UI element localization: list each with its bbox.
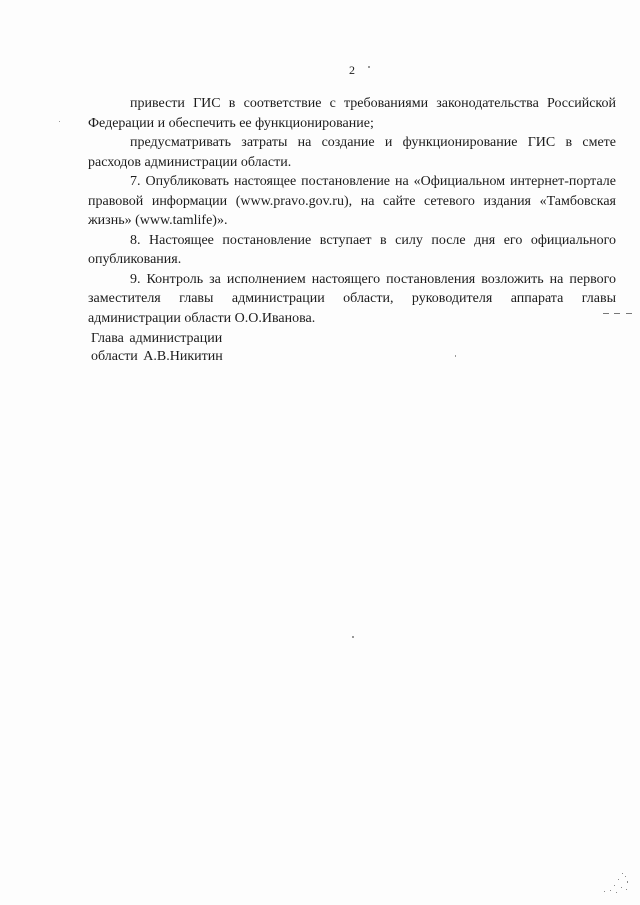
page-number: 2 xyxy=(349,63,355,77)
paragraph-item-9-control: 9. Контроль за исполнением настоящего постановления возложить на первого заместителя главы администрации области, руководителя аппарата главы администрации области О.О.Иванова. xyxy=(88,271,616,326)
signature-name: области А.В.Никитин xyxy=(91,349,223,364)
scan-speck xyxy=(368,66,370,68)
paragraph-item-8-effective: 8. Настоящее постановление вступает в силу после дня его официального опубликования. xyxy=(88,232,616,267)
scan-noise-corner xyxy=(592,871,632,895)
scan-speck xyxy=(614,313,620,314)
signature-block xyxy=(91,330,223,366)
scan-speck xyxy=(603,313,609,314)
paragraph-provide-costs: предусматривать затраты на создание и функционирование ГИС в смете расходов администрации области. xyxy=(88,135,616,170)
scan-speck xyxy=(455,355,456,357)
paragraph-bring-gis-into-compliance: привести ГИС в соответствие с требованиями законодательства Российской Федерации и обеспечить ее функционирование; xyxy=(88,96,616,131)
document-body xyxy=(88,94,616,328)
scan-speck xyxy=(352,636,354,638)
signature-title: Глава администрации xyxy=(91,331,223,346)
paragraph-item-7-publish: 7. Опубликовать настоящее постановление на «Официальном интернет-портале правовой информации (www.pravo.gov.ru), на сайте сетевого издания «Тамбовская жизнь» (www.tamlife)». xyxy=(88,174,616,228)
scan-speck xyxy=(59,121,60,122)
scan-speck xyxy=(626,313,632,314)
